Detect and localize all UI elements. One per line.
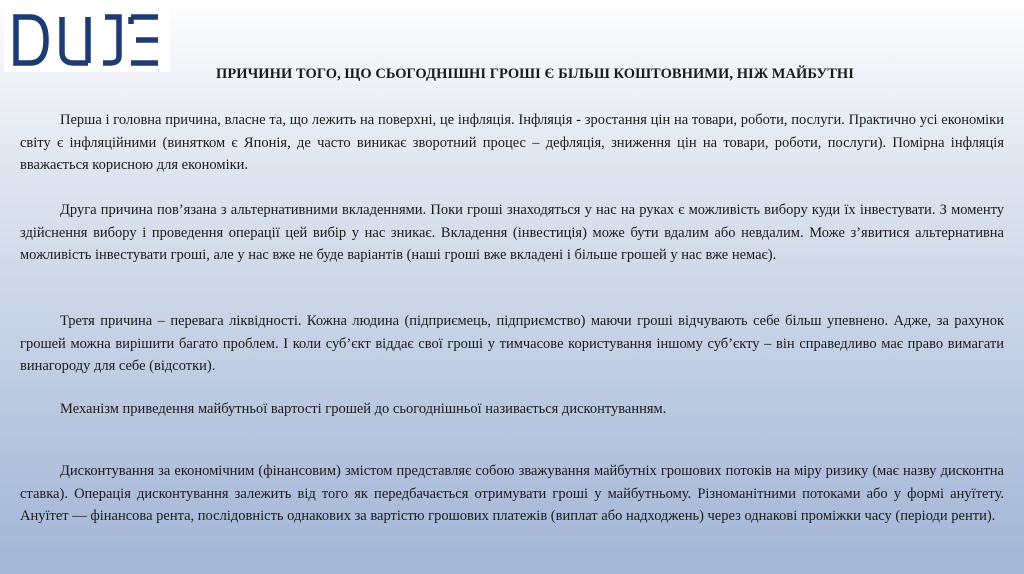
slide-title: ПРИЧИНИ ТОГО, ЩО СЬОГОДНІШНІ ГРОШІ Є БІЛЬШ КОШТОВНИМИ, НІЖ МАЙБУТНІ — [216, 66, 854, 82]
paragraph-alternative-investments: Друга причина пов’язана з альтернативними вкладеннями. Поки гроші знаходяться у нас на руках є можливість вибору куди їх інвестувати. З моменту здійснення вибору і проведення операції цей вибір у нас зникає. Вкладення (інвестиція) може бути вдалим або невдалим. Може з’явитися альтернативна можливість інвестувати гроші, але у нас вже не буде варіантів (наші гроші вже вкладені і більше грошей у нас вже немає). — [20, 202, 1004, 263]
duet-logo — [4, 4, 170, 72]
paragraph-liquidity: Третя причина – перевага ліквідності. Кожна людина (підприємець, підприємство) маючи гроші відчувають себе більш упевнено. Адже, за рахунок грошей можна вирішити багато проблем. І коли суб’єкт віддає свої гроші у тимчасове користування іншому суб’єкту – він справедливо має право вимагати винагороду для себе (відсотки). — [20, 313, 1004, 374]
paragraph-discounting-explained: Дисконтування за економічним (фінансовим) змістом представляє собою зважування майбутніх грошових потоків на міру ризику (має назву дисконтна ставка). Операція дисконтування залежить від того як передбачається отримувати гроші у майбутньому. Різноманітними потоками або у формі ануїтету. Ануїтет — фінансова рента, послідовність однакових за вартістю грошових платежів (виплат або надходжень) через однакові проміжки часу (періоди ренти). — [20, 463, 1004, 524]
paragraph-inflation: Перша і головна причина, власне та, що лежить на поверхні, це інфляція. Інфляція - зростання цін на товари, роботи, послуги. Практично усі економіки світу є інфляційними (винятком є Японія, де часто виникає зворотний процес – дефляція, зниження цін на товари, роботи, послуги). Помірна інфляція вважається корисною для економіки. — [20, 112, 1004, 173]
duet-logo-mark — [4, 4, 170, 72]
paragraph-discounting-definition: Механізм приведення майбутньої вартості грошей до сьогоднішньої називається дисконтуванням. — [60, 401, 667, 417]
